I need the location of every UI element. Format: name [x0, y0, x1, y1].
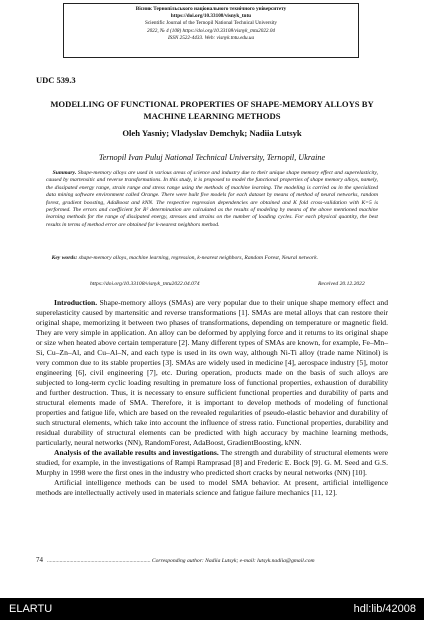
keywords-label: Key words: — [51, 255, 78, 261]
analysis-paragraph — [36, 448, 388, 478]
page-footer — [36, 556, 388, 564]
page-number: 74 — [36, 556, 43, 564]
issue-doi-line: 2022, № 4 (108) https://doi.org/10.33108/visnyk_tntu2022.04 — [146, 27, 276, 34]
abstract-text: Shape-memory alloys are used in various areas of science and industry due to their unique shape memory effect and superelasticity, caused by martensitic and reverse transformations. In this study, it is proposed to model the functional properties of shape memory alloys, namely, the dissipated energy range, strain range and stress range using the methods of machine learning. The modeling is carried ou in the specialized data mining software environment called Orange. There were built five models for each dataset by means of method of neural networks, random forest, gradient boosting, AdaBoost and kNN. The respective regression dependencies are obtained and K fold cross-validation with K=5 is performed. The errors and coefficient for R² determination are calculated as the results of modeling by means of the above mentioned machine learning methods for the range of dissipated energy, stresses and strains on the number of loading cycles. For each physical quantity, the best results in terms of method error are obtained for k-nearest neighbors method. — [46, 170, 379, 228]
introduction-paragraph — [36, 298, 388, 448]
article-doi[interactable]: https://doi.org/10.33108/visnyk_tntu2022.04.074 — [90, 281, 200, 287]
journal-name-english: Scientific Journal of the Ternopil National Technical University — [144, 20, 278, 27]
footer-dots: .......................................................................... — [47, 558, 151, 564]
ai-paragraph: Artificial intelligence methods can be used to model SMA behavior. At present, artificial intelligence methods are intellectually actively used in materials science and fatigue failure mechanics [11, 12]. — [36, 478, 388, 497]
keywords — [46, 255, 378, 262]
handle-id: hdl:lib/42008 — [353, 603, 416, 615]
udc-code: UDC 539.3 — [36, 75, 76, 85]
journal-doi-link[interactable]: https://doi.org/10.33108/visnyk_tntu — [170, 13, 252, 20]
journal-header-box — [63, 3, 359, 58]
paper-title: MODELLING OF FUNCTIONAL PROPERTIES OF SHAPE-MEMORY ALLOYS BY MACHINE LEARNING METHODS — [50, 99, 374, 121]
repository-band — [0, 598, 424, 620]
analysis-text: The strength and durability of structural elements were studied, for example, in the investigations of Rampi Ramprasad [8] and Frederic E. Bock [9]. G. M. Seed and G.S. Murphy in 1998 were the first ones in the industry who predicted short cracks by neural networks (NN) [10]. — [36, 448, 389, 477]
introduction-text: Shape-memory alloys (SMAs) are very popular due to their unique shape memory effect and superelasticity caused by martensitic and reverse transformations [1]. SMAs are metal alloys that can restore their original shape, memorizing it between two phases of transformations, depending on temperature or magnetic field. They are very simple in application. An alloy can be deformed by applying force and it returns to its original shape or size when heated above certain temperature [2]. Many different types of SMAs are known, for example, Fe–Mn–Si, Cu–Zn–Al, and Cu–Al–N, and each type is used in its own way, although Ni-Ti alloy (trade name Nitinol) is very common due to its stable properties [3]. SMAs are widely used in medicine [4], aerospace industry [5], motor engineering [6], civil engineering [7], etc. During operation, products made on the basis of such alloys are subjected to long-term cyclic loading resulting in premature loss of functional properties, exhaustion of durability and further destruction. Thus, it is necessary to ensure sufficient functional properties and durability of parts and structural elements made of SMA. Therefore, it is important to develop methods of modeling of functional properties and fatigue life, which are based on the revealed regularities of pseudo-elastic behavior and durability of such structural elements, which take into account the influence of stress ratio. Functional properties, durability and residual durability of structural elements can be predicted with high accuracy by machine learning methods, particularly, neural networks (NN), RandomForest, AdaBoost, GradientBoosting, kNN. — [36, 298, 389, 447]
analysis-heading: Analysis of the available results and investigations. — [54, 448, 219, 457]
keywords-text: shape-memory alloys, machine learning, regression, k-nearest neighbors, Random Forest, Neural network. — [78, 255, 318, 261]
article-body — [36, 298, 388, 498]
received-date: Received 20.12.2022 — [318, 281, 365, 287]
author-affiliation: Ternopil Ivan Puluj National Technical University, Ternopil, Ukraine — [98, 153, 326, 162]
abstract-label: Summary. — [52, 170, 77, 176]
corresponding-author: Corresponding author: Nadiia Lutsyk; e-mail: lutsyk.nadiia@gmail.com — [151, 558, 315, 564]
journal-name-ukrainian: Вісник Тернопільського національного технічного університету — [135, 6, 287, 12]
abstract — [46, 170, 378, 229]
repository-name: ELARTU — [9, 603, 53, 615]
introduction-heading: Introduction. — [54, 298, 98, 307]
paper-authors: Oleh Yasniy; Vladyslav Demchyk; Nadiia Lutsyk — [122, 128, 302, 138]
issn-web-line: ISSN 2522-4433. Web: visnyk.tntu.edu.ua — [167, 34, 255, 41]
